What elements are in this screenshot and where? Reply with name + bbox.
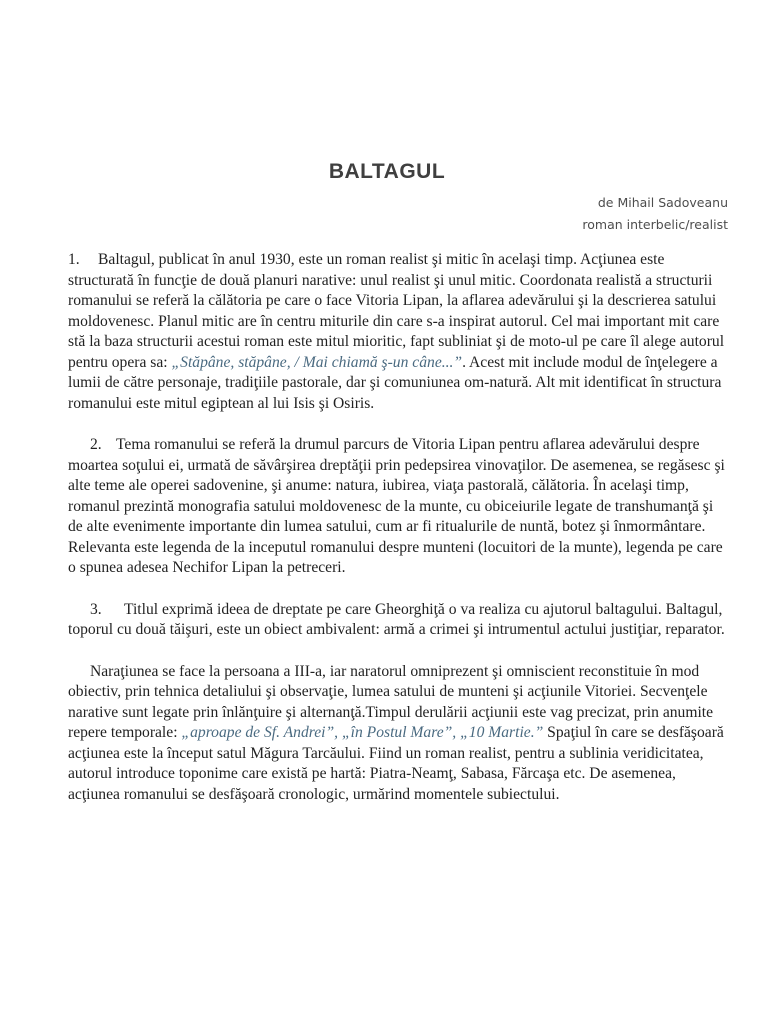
paragraph-1 [68, 250, 728, 414]
document-title: BALTAGUL [328, 160, 446, 183]
paragraph-text: . Acest mit include modul de înţelegere a lumii de către personaje, tradiţiile pastorale, dar şi comuniunea om-natură. Alt mit identificat în structura romanului este mitul egiptean al lui Isis şi Osiris. [68, 353, 722, 412]
author-line: de Mihail Sadoveanu [597, 195, 728, 210]
paragraph-text: Titlul exprimă ideea de dreptate pe care Gheorghiţă o va realiza cu ajutorul baltagului. Baltagul, toporul cu două tăişuri, este un obiect ambivalent: armă a crimei şi intrumentul actului justiţiar, reparator. [68, 600, 725, 638]
genre-line: roman interbelic/realist [582, 217, 728, 232]
paragraph-number: 2. [90, 436, 102, 453]
paragraph-text: Tema romanului se referă la drumul parcurs de Vitoria Lipan pentru aflarea adevărului despre moartea soţului ei, urmată de săvârşirea dreptăţii prin pedepsirea vinovaţilor. De asemenea, se regăsesc şi alte teme ale operei sadovenine, şi anume: natura, iubirea, viaţa pastorală, călătoria. În acelaşi timp, romanul prezintă monografia satului moldovenesc de la munte, cu obiceiurile legate de transhumanţă şi de alte evenimente importante din lumea satului, cum ar fi ritualurile de nuntă, botez şi înmormântare. Relevanta este legenda de la inceputul romanului despre munteni (locuitori de la munte), legenda pe care o spunea adesea Nechifor Lipan la petreceri. [68, 436, 725, 576]
paragraph-number: 1. [68, 251, 80, 268]
paragraph-2 [68, 435, 728, 579]
paragraph-3 [68, 600, 728, 641]
document-body [68, 250, 728, 826]
motto-quote: „Stăpâne, stăpâne, / Mai chiamă ş-un câne...” [171, 353, 463, 371]
paragraph-text: Baltagul, publicat în anul 1930, este un roman realist şi mitic în acelaşi timp. Acţiunea este structurată în funcţie de două planuri narative: unul realist şi unul mitic. Coordonata realistă a structurii romanului se referă la călătoria pe care o face Vitoria Lipan, la aflarea adevărului şi la descrierea satului moldovenesc. Planul mitic are în centru miturile din care s-a inspirat autorul. Cel mai important mit care stă la baza structurii acestui roman este mitul mioritic, fapt subliniat şi de moto-ul pe care îl alege autorul pentru opera sa: [68, 251, 725, 371]
paragraph-text: Spaţiul în care se desfăşoară acţiunea este la început satul Măgura Tarcăului. Fiind un roman realist, pentru a sublinia veridicitatea, autorul introduce toponime care există pe hartă: Piatra-Neamţ, Sabasa, Fărcaşa etc. De asemenea, acţiunea romanului se desfăşoară cronologic, urmărind momentele subiectului. [68, 724, 724, 803]
paragraph-number: 3. [90, 600, 102, 618]
paragraph-text: Naraţiunea se face la persoana a III-a, iar naratorul omniprezent şi omniscient reconstituie în mod obiectiv, prin tehnica detaliului şi observaţie, lumea satului de munteni şi acţiunile Vitoriei. Secvenţele narative sunt legate prin înlănţuire şi alternanţă.Timpul derulării acţiunii este vag precizat, prin anumite repere temporale: [68, 662, 714, 741]
time-references-quote: „aproape de Sf. Andrei”, „în Postul Mare”, „10 Martie.” [181, 724, 544, 741]
paragraph-4 [68, 662, 728, 806]
